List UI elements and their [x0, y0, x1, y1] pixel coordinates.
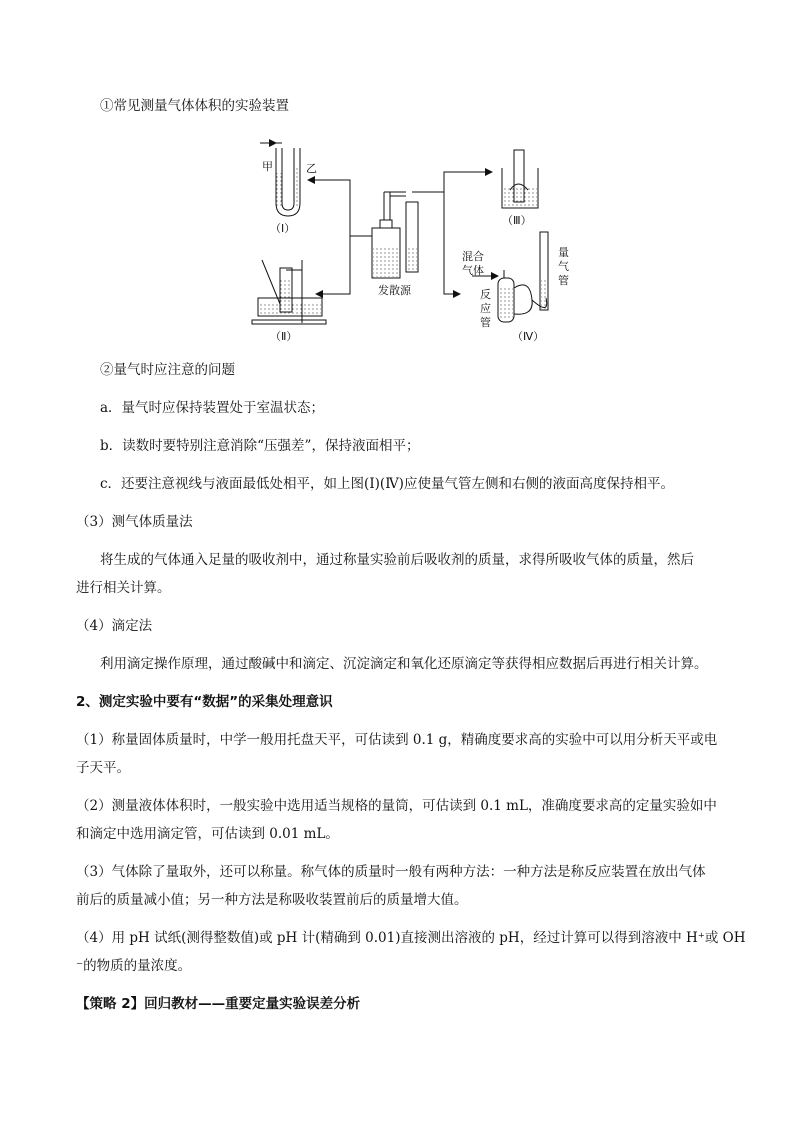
- label-mixed-gas-2: 气体: [462, 264, 484, 277]
- trough-apparatus: [252, 260, 326, 324]
- paragraph-titration: 利用滴定操作原理，通过酸碱中和滴定、沉淀滴定和氧化还原滴定等获得相应数据后再进行相关计算。: [100, 656, 708, 672]
- label-device-III: （Ⅲ）: [502, 214, 532, 227]
- section-title-cautions: ②量气时应注意的问题: [100, 362, 235, 378]
- data-item1-line1: （1）称量固体质量时，中学一般用托盘天平，可估读到 0.1 g，精确度要求高的实验中可以用分析天平或电: [76, 732, 718, 748]
- data-item4-line2: ⁻的物质的量浓度。: [76, 958, 192, 974]
- label-device-I: （Ⅰ）: [270, 222, 296, 235]
- gas-volume-apparatus-diagram: [240, 128, 600, 350]
- label-mixed-gas-1: 混合: [462, 250, 484, 263]
- label-reaction-1: 反: [480, 288, 491, 301]
- heading-titration-method: （4）滴定法: [76, 618, 153, 634]
- beaker-apparatus: [502, 150, 538, 208]
- data-item4-line1: （4）用 pH 试纸(测得整数值)或 pH 计(精确到 0.01)直接测出溶液的 pH，经过计算可以得到溶液中 H⁺或 OH: [76, 930, 746, 946]
- heading-data-awareness: 2、测定实验中要有“数据”的采集处理意识: [76, 694, 333, 710]
- label-burette-2: 气: [558, 260, 569, 273]
- section-title-devices: ①常见测量气体体积的实验装置: [100, 98, 289, 114]
- caution-b: b．读数时要特别注意消除“压强差”，保持液面相平；: [100, 438, 420, 454]
- label-burette-1: 量: [558, 246, 569, 259]
- label-burette-3: 管: [558, 274, 569, 287]
- label-device-IV: （Ⅳ）: [512, 330, 545, 343]
- apparatus-svg: [240, 128, 600, 350]
- strategy-heading: 【策略 2】回归教材——重要定量实验误差分析: [76, 996, 361, 1012]
- heading-gas-mass-method: （3）测气体质量法: [76, 514, 193, 530]
- label-reaction-3: 管: [480, 316, 491, 329]
- caution-a: a．量气时应保持装置处于室温状态；: [100, 400, 325, 416]
- data-item1-line2: 子天平。: [76, 760, 130, 776]
- label-yi: 乙: [306, 162, 317, 175]
- label-jia: 甲: [262, 160, 273, 173]
- paragraph-gas-mass-line2: 进行相关计算。: [76, 580, 171, 596]
- label-reaction-2: 应: [480, 302, 491, 315]
- label-device-II: （Ⅱ）: [270, 330, 298, 343]
- data-item2-line2: 和滴定中选用滴定管，可估读到 0.01 mL。: [76, 826, 339, 842]
- u-tube-apparatus: [260, 143, 300, 216]
- caution-c: c．还要注意视线与液面最低处相平，如上图(Ⅰ)(Ⅳ)应使量气管左侧和右侧的液面高度保持相平。: [100, 476, 674, 492]
- data-item2-line1: （2）测量液体体积时，一般实验中选用适当规格的量筒，可估读到 0.1 mL，准确度要求高的定量实验如中: [76, 798, 717, 814]
- gas-source-apparatus: [372, 192, 430, 278]
- label-gas-source: 发散源: [378, 284, 411, 297]
- data-item3-line2: 前后的质量减小值；另一种方法是称吸收装置前后的质量增大值。: [76, 892, 468, 908]
- data-item3-line1: （3）气体除了量取外，还可以称量。称气体的质量时一般有两种方法：一种方法是称反应装置在放出气体: [76, 864, 706, 880]
- paragraph-gas-mass-line1: 将生成的气体通入足量的吸收剂中，通过称量实验前后吸收剂的质量，求得所吸收气体的质量，然后: [100, 552, 694, 568]
